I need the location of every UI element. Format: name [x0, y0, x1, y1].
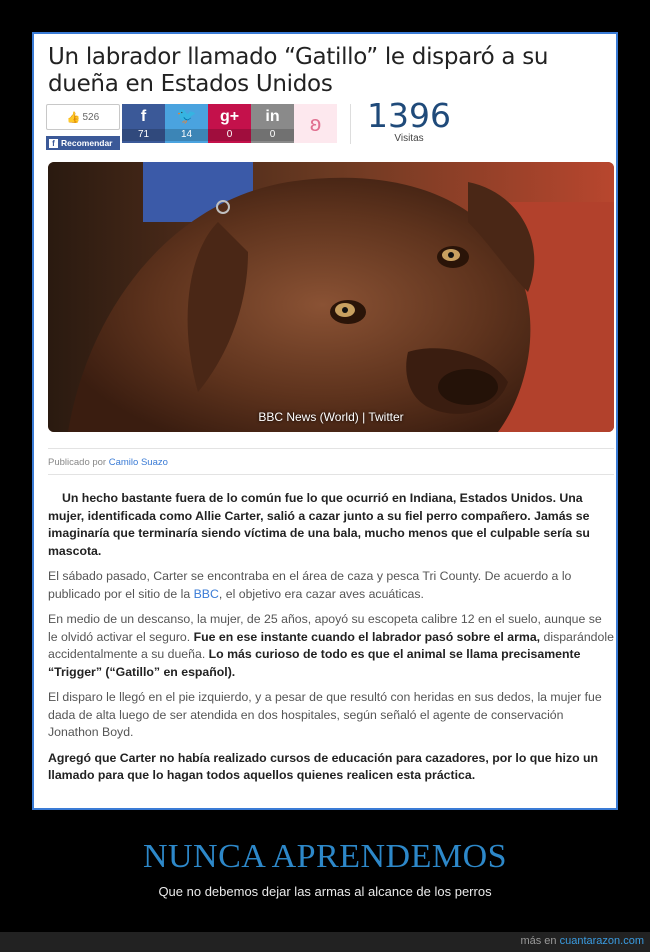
paragraph-3-text-c: disparándole accidentalmente a su dueña. — [48, 629, 614, 661]
meme-frame — [32, 32, 618, 810]
recommend-label: Recomendar — [61, 138, 113, 148]
article-title: Un labrador llamado “Gatillo” le disparó a su dueña en Estados Unidos — [48, 44, 549, 97]
facebook-share-button[interactable] — [122, 104, 165, 143]
facebook-count: 71 — [122, 129, 165, 141]
facebook-icon: f — [140, 108, 147, 125]
share-bar — [46, 96, 606, 154]
site-link[interactable]: cuantarazon.com — [559, 935, 644, 947]
divider — [350, 104, 351, 144]
thumbs-up-icon: 👍 — [66, 111, 81, 124]
paragraph-3-text-a: En medio de un descanso, la mujer, de 25 años, apoyó su escopeta calibre 12 en el suelo, aunque se le olvidó activar el seguro. — [48, 612, 602, 644]
author-link[interactable]: Camilo Suazo — [108, 457, 168, 468]
googleplus-icon: g+ — [219, 108, 240, 125]
paragraph-2 — [48, 568, 614, 603]
article-body — [48, 490, 614, 793]
divider — [48, 448, 614, 449]
linkedin-count: 0 — [251, 129, 294, 141]
paragraph-3-bold-d: Lo más curioso de todo es que el animal se llama precisamente “Trigger” (“Gatillo” en español). — [48, 647, 581, 679]
published-label: Publicado por — [48, 457, 107, 468]
facebook-small-icon: f — [49, 139, 58, 148]
paragraph-5-text: Agregó que Carter no había realizado cursos de educación para cazadores, por lo que hizo un llamado para que lo hagan todos aquellos quienes realicen esta práctica. — [48, 750, 599, 782]
meme-subline: Que no debemos dejar las armas al alcance de los perros — [158, 884, 492, 899]
paragraph-2-text-a: El sábado pasado, Carter se encontraba en el área de caza y pesca Tri County. De acuerdo a lo publicado por el sitio de la — [48, 569, 572, 601]
paragraph-4: El disparo le llegó en el pie izquierdo, y a pesar de que resultó con heridas en sus dedos, la mujer fue dada de alta luego de ser atendida en dos hospitales, según señaló el agente de conservación Jonathon Boyd. — [48, 690, 602, 739]
paragraph-3 — [48, 611, 614, 681]
views-label: Visitas — [394, 133, 424, 144]
paragraph-1 — [48, 490, 614, 560]
like-count: 526 — [82, 111, 100, 123]
twitter-share-button[interactable] — [165, 104, 208, 143]
divider — [48, 474, 614, 475]
bbc-link[interactable]: BBC — [193, 586, 219, 601]
article-screenshot — [36, 36, 614, 806]
footer-more — [520, 935, 644, 947]
footer-more-prefix: más en — [520, 935, 557, 947]
facebook-recommend-button[interactable] — [46, 136, 120, 150]
meme-headline: NUNCA APRENDEMOS — [142, 838, 508, 875]
paragraph-1-text: Un hecho bastante fuera de lo común fue lo que ocurrió en Indiana, Estados Unidos. Una mujer, identificada como Allie Carter, salió a cazar junto a su fiel perro compañero. Jamás se imaginaría que terminaría siendo víctima de una bala, mucho menos que el culpable sería su mascota. — [48, 491, 590, 558]
paragraph-3-bold-a: Fue en ese instante cuando el labrador pasó sobre el arma, — [193, 629, 541, 644]
cuantarazon-share-button[interactable] — [294, 104, 337, 143]
twitter-icon: 🐦 — [176, 108, 197, 125]
dog-photo-illustration — [48, 162, 614, 432]
paragraph-2-text-b: , el objetivo era cazar aves acuáticas. — [218, 586, 424, 601]
photo-caption: BBC News (World) | Twitter — [258, 410, 404, 424]
published-by — [48, 457, 168, 468]
footer-bar — [0, 932, 650, 952]
linkedin-icon: in — [265, 108, 280, 125]
googleplus-share-button[interactable] — [208, 104, 251, 143]
cuantarazon-icon: ʚ — [309, 111, 322, 136]
views-counter — [364, 98, 454, 144]
googleplus-count: 0 — [208, 129, 251, 141]
twitter-count: 14 — [165, 129, 208, 141]
views-count: 1396 — [367, 96, 451, 135]
like-count-box[interactable] — [46, 104, 120, 130]
article-photo — [48, 162, 614, 432]
paragraph-5 — [48, 750, 614, 785]
linkedin-share-button[interactable] — [251, 104, 294, 143]
